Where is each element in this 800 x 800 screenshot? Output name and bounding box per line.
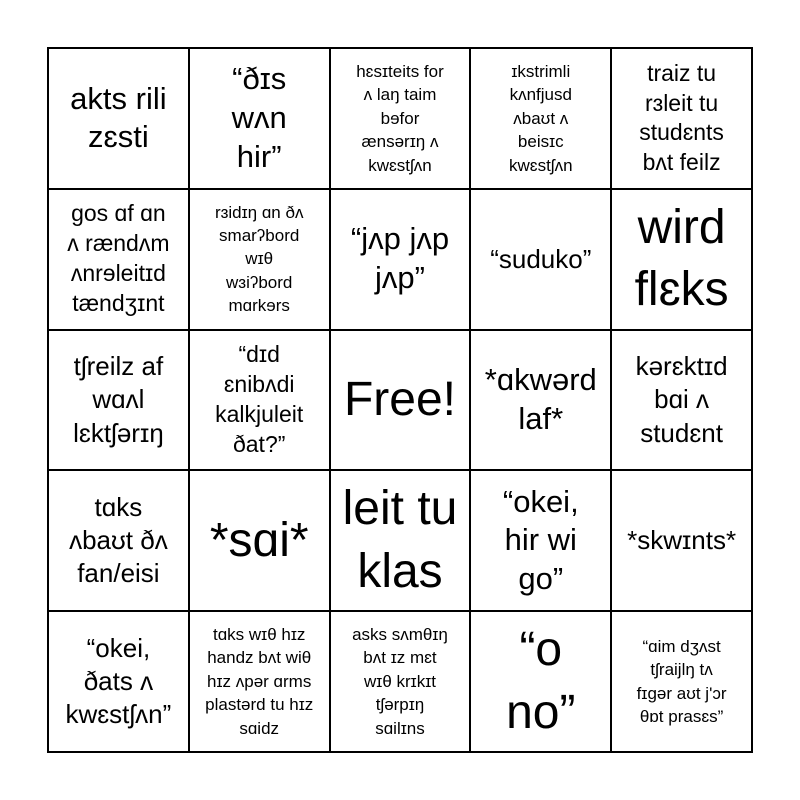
bingo-cell[interactable]: “okei, hir wi go” bbox=[470, 470, 611, 611]
bingo-cell[interactable]: “ðɪs wʌn hir” bbox=[189, 48, 330, 189]
free-space-cell[interactable]: Free! bbox=[330, 330, 471, 471]
bingo-cell[interactable]: ɪkstrimli kʌnfjusd ʌbaʊt ʌ beisɪc kwɛstʃʌn bbox=[470, 48, 611, 189]
bingo-cell[interactable]: “o no” bbox=[470, 611, 611, 752]
bingo-cell[interactable]: tɑks ʌbaʊt ðʌ fan/eisi bbox=[48, 470, 189, 611]
bingo-cell[interactable]: “ɑim dʒʌst tʃraijlŋ tʌ fɪgər aʊt j'ɔr θɒt prasɛs” bbox=[611, 611, 752, 752]
bingo-cell[interactable]: *sɑi* bbox=[189, 470, 330, 611]
bingo-cell[interactable]: gos ɑf ɑn ʌ rændʌm ʌnrɘleitɪd tændʒɪnt bbox=[48, 189, 189, 330]
bingo-cell[interactable]: wird flɛks bbox=[611, 189, 752, 330]
bingo-cell[interactable]: traiz tu rɜleit tu studɛnts bʌt feilz bbox=[611, 48, 752, 189]
bingo-cell[interactable]: rɜidɪŋ ɑn ðʌ smarʔbord wɪθ wɜiʔbord mɑrkɘrs bbox=[189, 189, 330, 330]
bingo-board bbox=[47, 47, 753, 753]
bingo-cell[interactable]: *ɑkwərd laf* bbox=[470, 330, 611, 471]
bingo-cell[interactable]: *skwɪnts* bbox=[611, 470, 752, 611]
bingo-cell[interactable]: tʃreilz af wɑʌl lɛktʃərɪŋ bbox=[48, 330, 189, 471]
bingo-cell[interactable]: “okei, ðats ʌ kwɛstʃʌn” bbox=[48, 611, 189, 752]
bingo-cell[interactable]: kərɛktɪd bɑi ʌ studɛnt bbox=[611, 330, 752, 471]
bingo-cell[interactable]: asks sʌmθɪŋ bʌt ɪz mɛt wɪθ krɪkɪt tʃərpɪŋ sɑilɪns bbox=[330, 611, 471, 752]
bingo-cell[interactable]: hɛsɪteits for ʌ laŋ taim bɘfor ænsərɪŋ ʌ kwɛstʃʌn bbox=[330, 48, 471, 189]
bingo-cell[interactable]: leit tu klas bbox=[330, 470, 471, 611]
bingo-cell[interactable]: “jʌp jʌp jʌp” bbox=[330, 189, 471, 330]
bingo-cell[interactable]: tɑks wɪθ hɪz handz bʌt wiθ hɪz ʌpər ɑrms plastərd tu hɪz sɑidz bbox=[189, 611, 330, 752]
bingo-cell[interactable]: akts rili zɛsti bbox=[48, 48, 189, 189]
bingo-cell[interactable]: “dɪd ɛnibʌdi kalkjuleit ðat?” bbox=[189, 330, 330, 471]
bingo-cell[interactable]: “suduko” bbox=[470, 189, 611, 330]
